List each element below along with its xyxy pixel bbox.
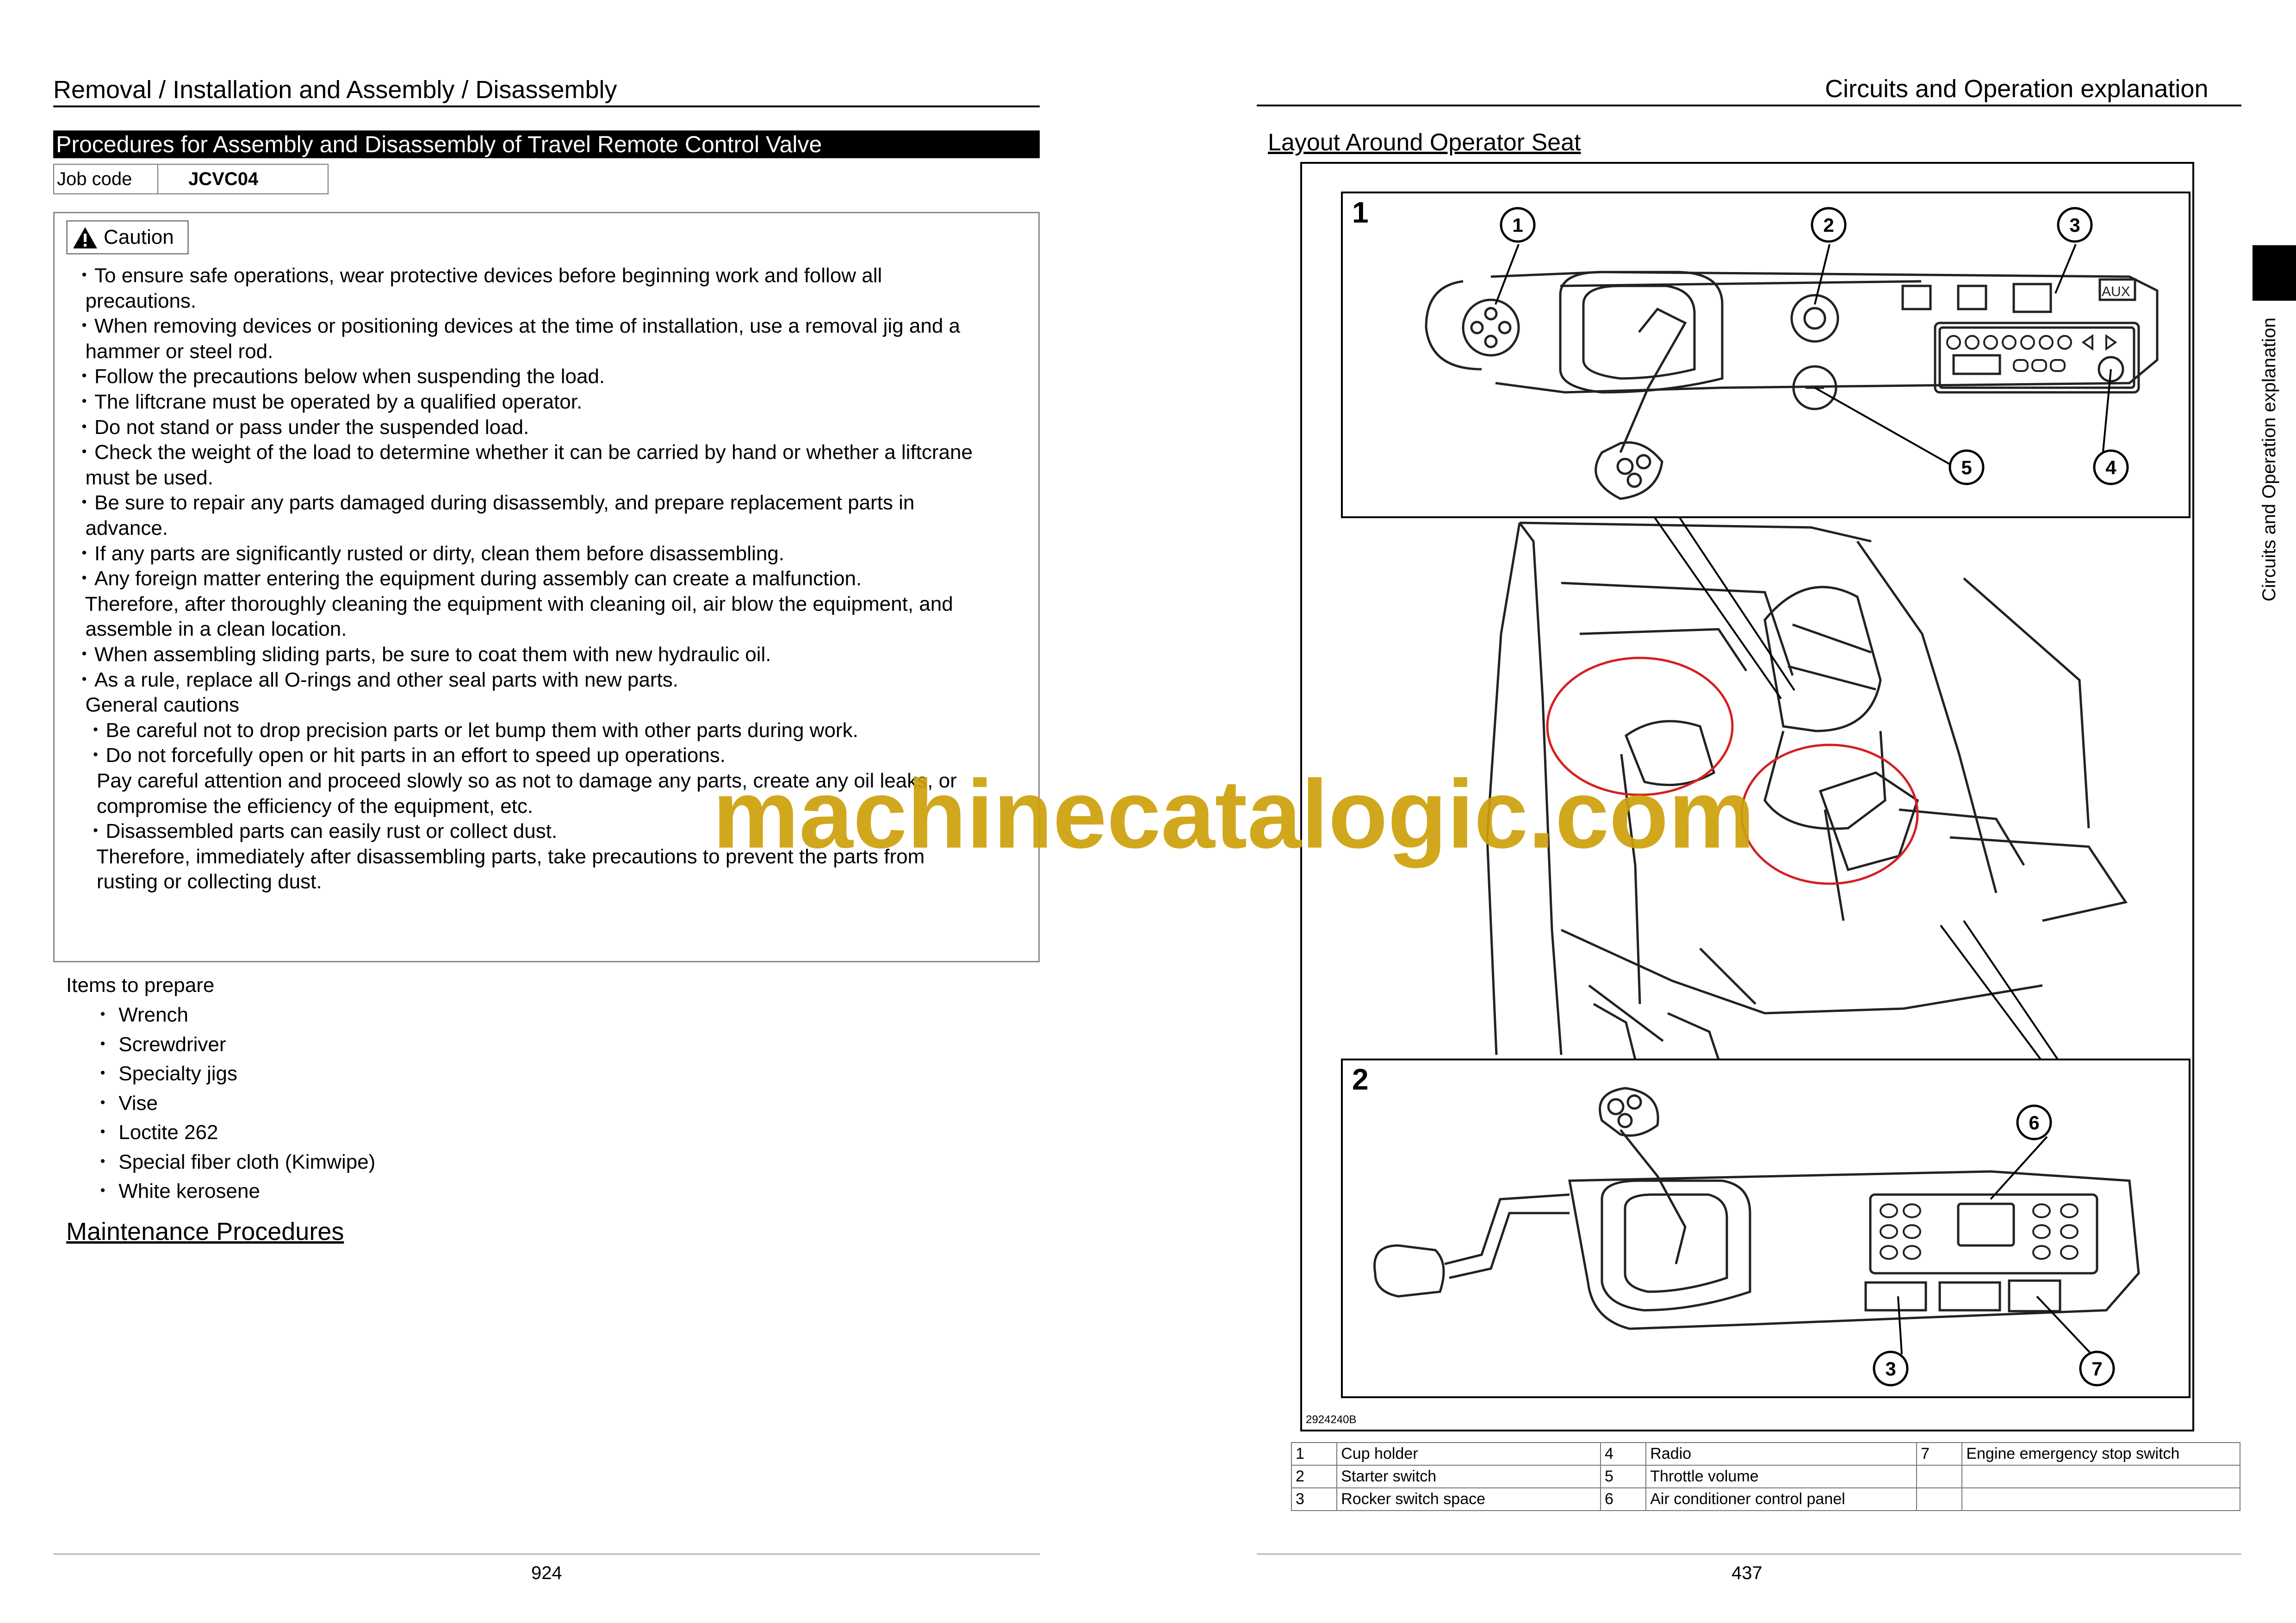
prep-item: ・ Special fiber cloth (Kimwipe) [93, 1151, 376, 1173]
legend-description: Radio [1646, 1443, 1917, 1465]
legend-description: Starter switch [1337, 1465, 1601, 1488]
callout-3b: 3 [1885, 1358, 1896, 1380]
prep-item: ・ Loctite 262 [93, 1121, 218, 1144]
legend-number: 2 [1291, 1465, 1337, 1488]
side-tab-text: Circuits and Operation explanation [2259, 317, 2279, 601]
caution-line: ・Do not stand or pass under the suspended load. [74, 416, 529, 439]
callout-1: 1 [1512, 214, 1523, 236]
prep-item: ・ White kerosene [93, 1180, 260, 1202]
caution-line: ・To ensure safe operations, wear protective devices before beginning work and follow all [74, 264, 882, 287]
section-title: Layout Around Operator Seat [1268, 129, 1581, 156]
left-page-number: 924 [531, 1563, 562, 1583]
callout-2: 2 [1823, 214, 1834, 236]
inset-2-number: 2 [1352, 1063, 1369, 1096]
caution-line: compromise the efficiency of the equipment, etc. [74, 795, 534, 818]
job-code-box [53, 164, 329, 194]
caution-line: ・Check the weight of the load to determine whether it can be carried by hand or whether a liftcrane [74, 441, 973, 464]
right-footer-rule [1257, 1554, 2241, 1555]
prep-item: ・ Wrench [93, 1004, 189, 1026]
caution-line: ・Disassembled parts can easily rust or collect dust. [74, 820, 558, 842]
legend-description: Air conditioner control panel [1646, 1488, 1917, 1511]
job-code-label: Job code [54, 165, 158, 193]
legend-description: Cup holder [1337, 1443, 1601, 1465]
legend-number [1917, 1465, 1962, 1488]
caution-line: General cautions [74, 694, 240, 716]
legend-row [1291, 1443, 2240, 1465]
legend-description: Rocker switch space [1337, 1488, 1601, 1511]
callout-3: 3 [2069, 214, 2080, 236]
watermark: machinecatalogic.com [713, 760, 1755, 868]
maintenance-heading: Maintenance Procedures [66, 1218, 344, 1245]
caution-line: ・Do not forcefully open or hit parts in an effort to speed up operations. [74, 744, 726, 767]
right-page-header: Circuits and Operation explanation [1825, 75, 2209, 103]
caution-label: Caution [104, 226, 174, 248]
caution-line: precautions. [74, 290, 197, 312]
legend-number: 3 [1291, 1488, 1337, 1511]
left-page-header: Removal / Installation and Assembly / Disassembly [53, 76, 617, 104]
job-code-value: JCVC04 [188, 169, 259, 189]
caution-line: Pay careful attention and proceed slowly so as not to damage any parts, create any oil leaks, or [74, 769, 957, 792]
legend-number: 1 [1291, 1443, 1337, 1465]
callout-6: 6 [2029, 1112, 2040, 1134]
caution-line: ・As a rule, replace all O-rings and other seal parts with new parts. [74, 669, 678, 691]
caution-line: rusting or collecting dust. [74, 870, 322, 893]
left-header-rule [53, 105, 1040, 107]
side-tab-marker [2253, 245, 2296, 301]
caution-line: ・Be careful not to drop precision parts or let bump them with other parts during work. [74, 719, 858, 742]
warning-icon [72, 226, 98, 249]
figure-code: 2924240B [1306, 1413, 1357, 1426]
legend-description: Engine emergency stop switch [1962, 1443, 2240, 1465]
caution-line: ・If any parts are significantly rusted or dirty, clean them before disassembling. [74, 542, 784, 565]
procedure-title: Procedures for Assembly and Disassembly of Travel Remote Control Valve [53, 130, 1040, 158]
legend-number: 7 [1917, 1443, 1962, 1465]
legend-table [1291, 1442, 2240, 1511]
aux-label: AUX [2102, 284, 2130, 299]
inset-1-number: 1 [1352, 196, 1369, 229]
caution-badge [66, 220, 189, 254]
callout-7: 7 [2091, 1358, 2103, 1380]
right-page-number: 437 [1731, 1563, 1762, 1583]
legend-number: 5 [1601, 1465, 1646, 1488]
caution-line: ・When assembling sliding parts, be sure to coat them with new hydraulic oil. [74, 643, 771, 666]
caution-line: ・Follow the precautions below when suspending the load. [74, 365, 605, 388]
caution-line: hammer or steel rod. [74, 340, 273, 363]
prep-item: ・ Vise [93, 1092, 158, 1115]
left-footer-rule [53, 1554, 1040, 1555]
caution-line: must be used. [74, 466, 213, 489]
legend-description: Throttle volume [1646, 1465, 1917, 1488]
legend-row [1291, 1488, 2240, 1511]
caution-line: assemble in a clean location. [74, 618, 347, 640]
caution-line: advance. [74, 517, 168, 539]
right-header-rule [1257, 105, 2241, 106]
caution-line: ・Be sure to repair any parts damaged during disassembly, and prepare replacement parts in [74, 491, 915, 514]
legend-row [1291, 1465, 2240, 1488]
callout-5: 5 [1961, 457, 1972, 478]
caution-line: ・Any foreign matter entering the equipment during assembly can create a malfunction. [74, 567, 862, 590]
legend-number [1917, 1488, 1962, 1511]
prep-item: ・ Specialty jigs [93, 1062, 238, 1085]
callout-4: 4 [2105, 457, 2116, 478]
prep-item: ・ Screwdriver [93, 1033, 226, 1056]
caution-line: Therefore, after thoroughly cleaning the equipment with cleaning oil, air blow the equipment, and [74, 593, 953, 615]
legend-description [1962, 1465, 2240, 1488]
caution-line: ・When removing devices or positioning devices at the time of installation, use a removal jig and a [74, 315, 960, 337]
legend-description [1962, 1488, 2240, 1511]
legend-number: 4 [1601, 1443, 1646, 1465]
caution-line: ・The liftcrane must be operated by a qualified operator. [74, 390, 583, 413]
items-heading: Items to prepare [66, 974, 215, 997]
legend-number: 6 [1601, 1488, 1646, 1511]
caution-line: Therefore, immediately after disassembling parts, take precautions to prevent the parts from [74, 845, 925, 868]
